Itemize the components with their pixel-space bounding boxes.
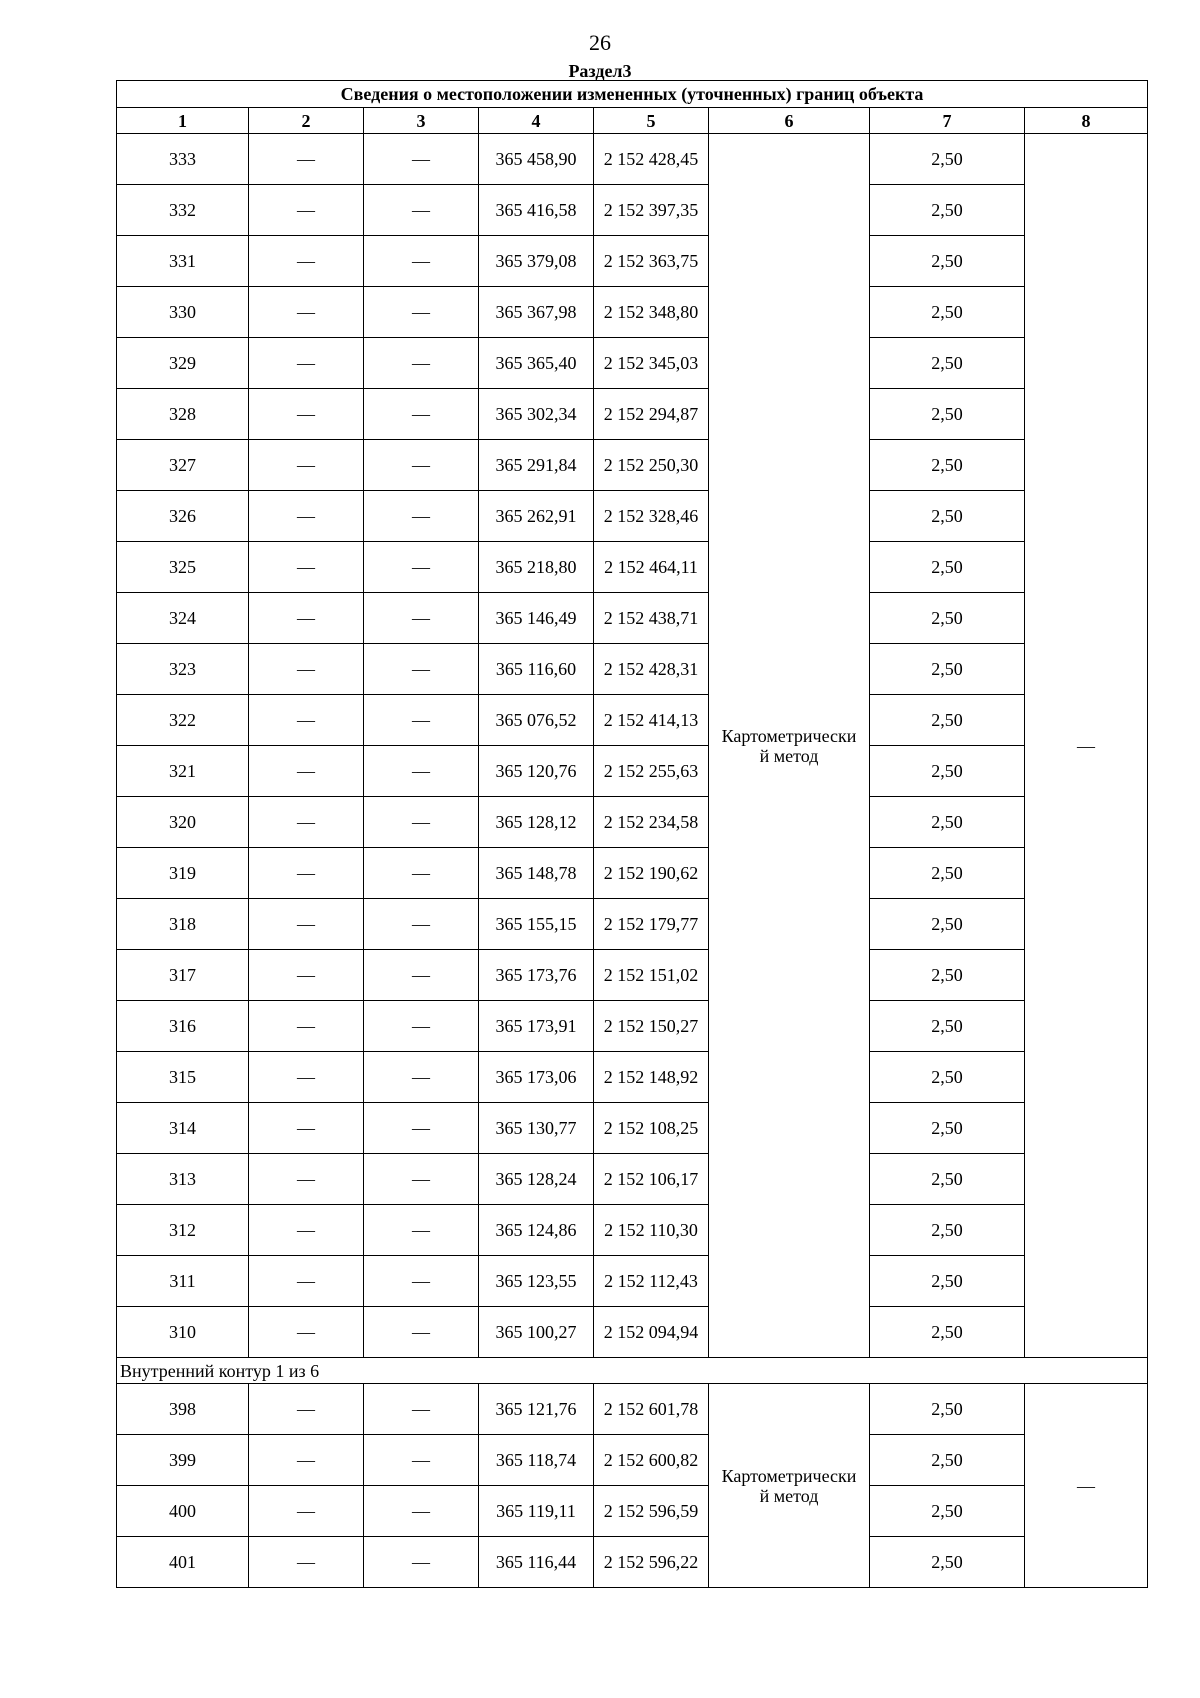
x-coordinate-cell: 365 118,74 xyxy=(479,1435,594,1486)
point-number-cell: 320 xyxy=(117,797,249,848)
column2-cell: — xyxy=(249,1307,364,1358)
column8-cell: — xyxy=(1025,134,1148,1358)
point-number-cell: 333 xyxy=(117,134,249,185)
column2-cell: — xyxy=(249,491,364,542)
x-coordinate-cell: 365 218,80 xyxy=(479,542,594,593)
table-caption: Сведения о местоположении измененных (уточненных) границ объекта xyxy=(117,81,1148,108)
table-row xyxy=(117,1205,1148,1256)
table-row xyxy=(117,338,1148,389)
method-text-line2: й метод xyxy=(759,745,819,766)
column2-cell: — xyxy=(249,848,364,899)
table-row xyxy=(117,1256,1148,1307)
x-coordinate-cell: 365 458,90 xyxy=(479,134,594,185)
point-number-cell: 332 xyxy=(117,185,249,236)
point-number-cell: 318 xyxy=(117,899,249,950)
y-coordinate-cell: 2 152 112,43 xyxy=(594,1256,709,1307)
x-coordinate-cell: 365 379,08 xyxy=(479,236,594,287)
table-row xyxy=(117,593,1148,644)
table-row xyxy=(117,1103,1148,1154)
y-coordinate-cell: 2 152 397,35 xyxy=(594,185,709,236)
accuracy-cell: 2,50 xyxy=(870,899,1025,950)
x-coordinate-cell: 365 130,77 xyxy=(479,1103,594,1154)
point-number-cell: 329 xyxy=(117,338,249,389)
table-row xyxy=(117,695,1148,746)
point-number-cell: 400 xyxy=(117,1486,249,1537)
x-coordinate-cell: 365 262,91 xyxy=(479,491,594,542)
column3-cell: — xyxy=(364,389,479,440)
boundary-coordinates-table xyxy=(116,80,1148,1588)
point-number-cell: 399 xyxy=(117,1435,249,1486)
accuracy-cell: 2,50 xyxy=(870,848,1025,899)
column2-cell: — xyxy=(249,695,364,746)
column2-cell: — xyxy=(249,1154,364,1205)
y-coordinate-cell: 2 152 294,87 xyxy=(594,389,709,440)
column3-cell: — xyxy=(364,542,479,593)
contour-header-row xyxy=(117,1358,1148,1384)
accuracy-cell: 2,50 xyxy=(870,338,1025,389)
column3-cell: — xyxy=(364,593,479,644)
x-coordinate-cell: 365 365,40 xyxy=(479,338,594,389)
column3-cell: — xyxy=(364,236,479,287)
column2-cell: — xyxy=(249,338,364,389)
y-coordinate-cell: 2 152 345,03 xyxy=(594,338,709,389)
column3-cell: — xyxy=(364,440,479,491)
accuracy-cell: 2,50 xyxy=(870,542,1025,593)
table-caption-row xyxy=(117,81,1148,108)
column3-cell: — xyxy=(364,1154,479,1205)
table-row xyxy=(117,1052,1148,1103)
table-row xyxy=(117,950,1148,1001)
y-coordinate-cell: 2 152 148,92 xyxy=(594,1052,709,1103)
column-number: 6 xyxy=(709,108,870,134)
y-coordinate-cell: 2 152 414,13 xyxy=(594,695,709,746)
point-number-cell: 313 xyxy=(117,1154,249,1205)
table-row xyxy=(117,746,1148,797)
column2-cell: — xyxy=(249,1103,364,1154)
method-cell xyxy=(709,134,870,1358)
point-number-cell: 324 xyxy=(117,593,249,644)
column-number: 5 xyxy=(594,108,709,134)
accuracy-cell: 2,50 xyxy=(870,1435,1025,1486)
y-coordinate-cell: 2 152 151,02 xyxy=(594,950,709,1001)
y-coordinate-cell: 2 152 464,11 xyxy=(594,542,709,593)
column3-cell: — xyxy=(364,695,479,746)
point-number-cell: 331 xyxy=(117,236,249,287)
column2-cell: — xyxy=(249,185,364,236)
column2-cell: — xyxy=(249,1256,364,1307)
y-coordinate-cell: 2 152 596,22 xyxy=(594,1537,709,1588)
table-row xyxy=(117,1486,1148,1537)
accuracy-cell: 2,50 xyxy=(870,1256,1025,1307)
column2-cell: — xyxy=(249,1052,364,1103)
column2-cell: — xyxy=(249,1486,364,1537)
accuracy-cell: 2,50 xyxy=(870,797,1025,848)
point-number-cell: 401 xyxy=(117,1537,249,1588)
column3-cell: — xyxy=(364,644,479,695)
x-coordinate-cell: 365 119,11 xyxy=(479,1486,594,1537)
y-coordinate-cell: 2 152 438,71 xyxy=(594,593,709,644)
column3-cell: — xyxy=(364,338,479,389)
column3-cell: — xyxy=(364,797,479,848)
column3-cell: — xyxy=(364,1256,479,1307)
point-number-cell: 319 xyxy=(117,848,249,899)
y-coordinate-cell: 2 152 150,27 xyxy=(594,1001,709,1052)
point-number-cell: 398 xyxy=(117,1384,249,1435)
x-coordinate-cell: 365 146,49 xyxy=(479,593,594,644)
point-number-cell: 326 xyxy=(117,491,249,542)
x-coordinate-cell: 365 123,55 xyxy=(479,1256,594,1307)
accuracy-cell: 2,50 xyxy=(870,1486,1025,1537)
column2-cell: — xyxy=(249,1435,364,1486)
accuracy-cell: 2,50 xyxy=(870,1052,1025,1103)
accuracy-cell: 2,50 xyxy=(870,185,1025,236)
column3-cell: — xyxy=(364,1103,479,1154)
point-number-cell: 317 xyxy=(117,950,249,1001)
accuracy-cell: 2,50 xyxy=(870,389,1025,440)
point-number-cell: 328 xyxy=(117,389,249,440)
table-row xyxy=(117,491,1148,542)
point-number-cell: 322 xyxy=(117,695,249,746)
table-row xyxy=(117,644,1148,695)
method-cell xyxy=(709,1384,870,1588)
accuracy-cell: 2,50 xyxy=(870,1384,1025,1435)
column2-cell: — xyxy=(249,1537,364,1588)
accuracy-cell: 2,50 xyxy=(870,1154,1025,1205)
table-row xyxy=(117,1154,1148,1205)
table-row xyxy=(117,440,1148,491)
x-coordinate-cell: 365 116,60 xyxy=(479,644,594,695)
y-coordinate-cell: 2 152 179,77 xyxy=(594,899,709,950)
y-coordinate-cell: 2 152 110,30 xyxy=(594,1205,709,1256)
column2-cell: — xyxy=(249,644,364,695)
point-number-cell: 314 xyxy=(117,1103,249,1154)
y-coordinate-cell: 2 152 094,94 xyxy=(594,1307,709,1358)
column-number: 4 xyxy=(479,108,594,134)
x-coordinate-cell: 365 302,34 xyxy=(479,389,594,440)
y-coordinate-cell: 2 152 106,17 xyxy=(594,1154,709,1205)
point-number-cell: 330 xyxy=(117,287,249,338)
accuracy-cell: 2,50 xyxy=(870,1307,1025,1358)
table-row xyxy=(117,1001,1148,1052)
accuracy-cell: 2,50 xyxy=(870,1537,1025,1588)
column3-cell: — xyxy=(364,134,479,185)
point-number-cell: 325 xyxy=(117,542,249,593)
x-coordinate-cell: 365 076,52 xyxy=(479,695,594,746)
accuracy-cell: 2,50 xyxy=(870,1001,1025,1052)
table-row xyxy=(117,185,1148,236)
accuracy-cell: 2,50 xyxy=(870,491,1025,542)
table-body xyxy=(117,81,1148,1588)
method-text-line2: й метод xyxy=(759,1485,819,1506)
column2-cell: — xyxy=(249,593,364,644)
x-coordinate-cell: 365 100,27 xyxy=(479,1307,594,1358)
x-coordinate-cell: 365 155,15 xyxy=(479,899,594,950)
point-number-cell: 316 xyxy=(117,1001,249,1052)
point-number-cell: 327 xyxy=(117,440,249,491)
accuracy-cell: 2,50 xyxy=(870,287,1025,338)
table-row xyxy=(117,1537,1148,1588)
table-row xyxy=(117,1384,1148,1435)
column2-cell: — xyxy=(249,542,364,593)
x-coordinate-cell: 365 173,06 xyxy=(479,1052,594,1103)
column3-cell: — xyxy=(364,899,479,950)
accuracy-cell: 2,50 xyxy=(870,644,1025,695)
column2-cell: — xyxy=(249,746,364,797)
column-number: 3 xyxy=(364,108,479,134)
y-coordinate-cell: 2 152 255,63 xyxy=(594,746,709,797)
column3-cell: — xyxy=(364,1435,479,1486)
column2-cell: — xyxy=(249,797,364,848)
method-text-line1: Картометрически xyxy=(721,1465,857,1486)
x-coordinate-cell: 365 128,12 xyxy=(479,797,594,848)
contour-title: Внутренний контур 1 из 6 xyxy=(117,1358,1148,1384)
column3-cell: — xyxy=(364,287,479,338)
accuracy-cell: 2,50 xyxy=(870,950,1025,1001)
accuracy-cell: 2,50 xyxy=(870,695,1025,746)
point-number-cell: 315 xyxy=(117,1052,249,1103)
table-row xyxy=(117,389,1148,440)
column3-cell: — xyxy=(364,491,479,542)
y-coordinate-cell: 2 152 234,58 xyxy=(594,797,709,848)
column-number-row xyxy=(117,108,1148,134)
y-coordinate-cell: 2 152 328,46 xyxy=(594,491,709,542)
accuracy-cell: 2,50 xyxy=(870,746,1025,797)
column-number: 1 xyxy=(117,108,249,134)
column2-cell: — xyxy=(249,134,364,185)
column2-cell: — xyxy=(249,1001,364,1052)
accuracy-cell: 2,50 xyxy=(870,593,1025,644)
column2-cell: — xyxy=(249,389,364,440)
column3-cell: — xyxy=(364,1052,479,1103)
column3-cell: — xyxy=(364,1384,479,1435)
table-row xyxy=(117,797,1148,848)
column-number: 7 xyxy=(870,108,1025,134)
column3-cell: — xyxy=(364,1307,479,1358)
x-coordinate-cell: 365 120,76 xyxy=(479,746,594,797)
table-row xyxy=(117,1435,1148,1486)
point-number-cell: 311 xyxy=(117,1256,249,1307)
y-coordinate-cell: 2 152 348,80 xyxy=(594,287,709,338)
table-row xyxy=(117,236,1148,287)
column8-cell: — xyxy=(1025,1384,1148,1588)
point-number-cell: 312 xyxy=(117,1205,249,1256)
y-coordinate-cell: 2 152 601,78 xyxy=(594,1384,709,1435)
column2-cell: — xyxy=(249,899,364,950)
x-coordinate-cell: 365 128,24 xyxy=(479,1154,594,1205)
x-coordinate-cell: 365 173,91 xyxy=(479,1001,594,1052)
column2-cell: — xyxy=(249,440,364,491)
y-coordinate-cell: 2 152 250,30 xyxy=(594,440,709,491)
y-coordinate-cell: 2 152 108,25 xyxy=(594,1103,709,1154)
x-coordinate-cell: 365 148,78 xyxy=(479,848,594,899)
column3-cell: — xyxy=(364,185,479,236)
x-coordinate-cell: 365 416,58 xyxy=(479,185,594,236)
column3-cell: — xyxy=(364,746,479,797)
point-number-cell: 323 xyxy=(117,644,249,695)
column3-cell: — xyxy=(364,1537,479,1588)
x-coordinate-cell: 365 124,86 xyxy=(479,1205,594,1256)
y-coordinate-cell: 2 152 428,31 xyxy=(594,644,709,695)
column3-cell: — xyxy=(364,1486,479,1537)
y-coordinate-cell: 2 152 596,59 xyxy=(594,1486,709,1537)
column2-cell: — xyxy=(249,236,364,287)
table-row xyxy=(117,134,1148,185)
column2-cell: — xyxy=(249,1205,364,1256)
column-number: 2 xyxy=(249,108,364,134)
column2-cell: — xyxy=(249,950,364,1001)
x-coordinate-cell: 365 291,84 xyxy=(479,440,594,491)
table-row xyxy=(117,287,1148,338)
accuracy-cell: 2,50 xyxy=(870,1103,1025,1154)
x-coordinate-cell: 365 121,76 xyxy=(479,1384,594,1435)
x-coordinate-cell: 365 173,76 xyxy=(479,950,594,1001)
table-row xyxy=(117,848,1148,899)
table-row xyxy=(117,899,1148,950)
column3-cell: — xyxy=(364,950,479,1001)
table-row xyxy=(117,542,1148,593)
point-number-cell: 310 xyxy=(117,1307,249,1358)
y-coordinate-cell: 2 152 190,62 xyxy=(594,848,709,899)
column3-cell: — xyxy=(364,1205,479,1256)
accuracy-cell: 2,50 xyxy=(870,440,1025,491)
column2-cell: — xyxy=(249,287,364,338)
x-coordinate-cell: 365 116,44 xyxy=(479,1537,594,1588)
y-coordinate-cell: 2 152 428,45 xyxy=(594,134,709,185)
accuracy-cell: 2,50 xyxy=(870,1205,1025,1256)
point-number-cell: 321 xyxy=(117,746,249,797)
page-number: 26 xyxy=(589,30,611,55)
column2-cell: — xyxy=(249,1384,364,1435)
method-text-line1: Картометрически xyxy=(721,725,857,746)
section-title: Раздел3 xyxy=(568,61,632,81)
column-number: 8 xyxy=(1025,108,1148,134)
y-coordinate-cell: 2 152 363,75 xyxy=(594,236,709,287)
accuracy-cell: 2,50 xyxy=(870,236,1025,287)
y-coordinate-cell: 2 152 600,82 xyxy=(594,1435,709,1486)
column3-cell: — xyxy=(364,1001,479,1052)
x-coordinate-cell: 365 367,98 xyxy=(479,287,594,338)
accuracy-cell: 2,50 xyxy=(870,134,1025,185)
column3-cell: — xyxy=(364,848,479,899)
table-row xyxy=(117,1307,1148,1358)
